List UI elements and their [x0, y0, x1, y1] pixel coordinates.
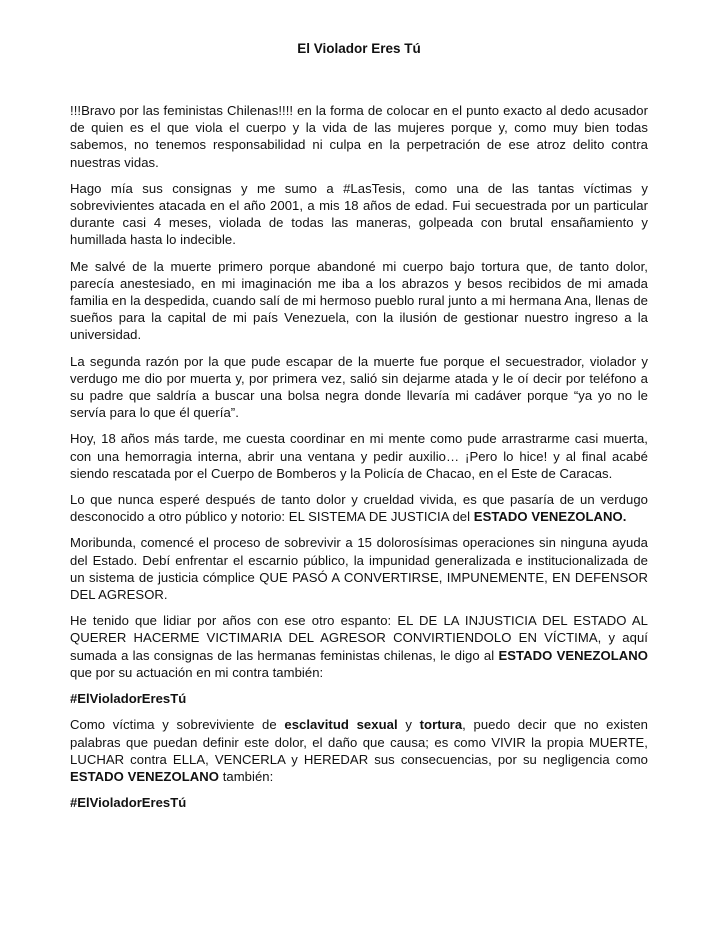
document-title: El Violador Eres Tú [297, 41, 421, 56]
paragraph-2: Hago mía sus consignas y me sumo a #LasTesis, como una de las tantas víctimas y sobrevivientes atacada en el año 2001, a mis 18 años de edad. Fui secuestrada por un particular durante casi 4 meses, violada de todas las maneras, golpeada con brutal ensañamiento y humillada hasta lo indecible. [70, 180, 648, 248]
paragraph-9-a: Como víctima y sobreviviente de [70, 717, 285, 733]
paragraph-5: Hoy, 18 años más tarde, me cuesta coordinar en mi mente como pude arrastrarme casi muerta, con una hemorragia interna, abrir una ventana y pedir auxilio… ¡Pero lo hice! y al final acabé siendo rescatada por el Cuerpo de Bomberos y la Policía de Chacao, en el Este de Caracas. [70, 431, 648, 481]
paragraph-4: La segunda razón por la que pude escapar de la muerte fue porque el secuestrador, violador y verdugo me dio por muerta y, por primera vez, salió sin dejarme atada y le oí decir por teléfono a su padre que saldría a buscar una bolsa negra donde llevaría mi cadáver porque “ya yo no le servía para lo que él quería”. [70, 353, 648, 421]
paragraph-6-bold: ESTADO VENEZOLANO. [473, 509, 627, 525]
hashtag-2: #ElVioladorEresTú [70, 795, 187, 811]
paragraph-9-e: , puedo decir que no existen palabras que puedan definir este dolor, el daño que causa; es como VIVIR la propia MUERTE, LUCHAR contra ELLA, VENCERLA y HEREDAR sus consecuencias, por su negligencia como [70, 717, 648, 767]
paragraph-1: !!!Bravo por las feministas Chilenas!!!! en la forma de colocar en el punto exacto al dedo acusador de quien es el que viola el cuerpo y la vida de las mujeres porque y, como muy bien todas sabemos, no tenemos responsabilidad ni culpa en la perpetración de ese atroz delito contra nuestras vidas. [70, 103, 648, 170]
paragraph-9-b: esclavitud sexual [284, 717, 398, 733]
paragraph-9-d: tortura [419, 717, 463, 733]
paragraph-7: Moribunda, comencé el proceso de sobrevivir a 15 dolorosísimas operaciones sin ninguna ayuda del Estado. Debí enfrentar el escarnio público, la impunidad generalizada e institucionalizada de un sistema de justicia cómplice QUE PASÓ A CONVERTIRSE, IMPUNEMENTE, EN DEFENSOR DEL AGRESOR. [70, 535, 648, 603]
paragraph-8 [70, 612, 648, 681]
paragraph-9-c: y [397, 717, 420, 733]
document-page [70, 40, 648, 820]
paragraph-8-bold: ESTADO VENEZOLANO [498, 647, 648, 663]
paragraph-6-text: Lo que nunca esperé después de tanto dolor y crueldad vivida, es que pasaría de un verdugo desconocido a otro público y notorio: EL SISTEMA DE JUSTICIA del [70, 492, 648, 525]
paragraph-9-g: también: [219, 768, 274, 784]
paragraph-8-tail: que por su actuación en mi contra también: [70, 664, 324, 680]
paragraph-9-f: ESTADO VENEZOLANO [70, 768, 220, 784]
paragraph-8-text: He tenido que lidiar por años con ese otro espanto: EL DE LA INJUSTICIA DEL ESTADO AL QUERER HACERME VICTIMARIA DEL AGRESOR CONVIRTIENDOLO EN VÍCTIMA, y aquí sumada a las consignas de las hermanas feministas chilenas, le digo al [70, 613, 648, 663]
paragraph-9 [70, 716, 648, 785]
paragraph-3: Me salvé de la muerte primero porque abandoné mi cuerpo bajo tortura que, de tanto dolor, parecía anestesiado, en mi imaginación me iba a los abrazos y besos recibidos de mi amada familia en la despedida, cuando salí de mi hermoso pueblo rural junto a mi hermana Ana, llenas de sueños para la capital de mi país Venezuela, con la ilusión de gestionar nuestro ingreso a la universidad. [70, 258, 648, 343]
paragraph-6 [70, 491, 648, 525]
hashtag-1: #ElVioladorEresTú [70, 691, 187, 707]
